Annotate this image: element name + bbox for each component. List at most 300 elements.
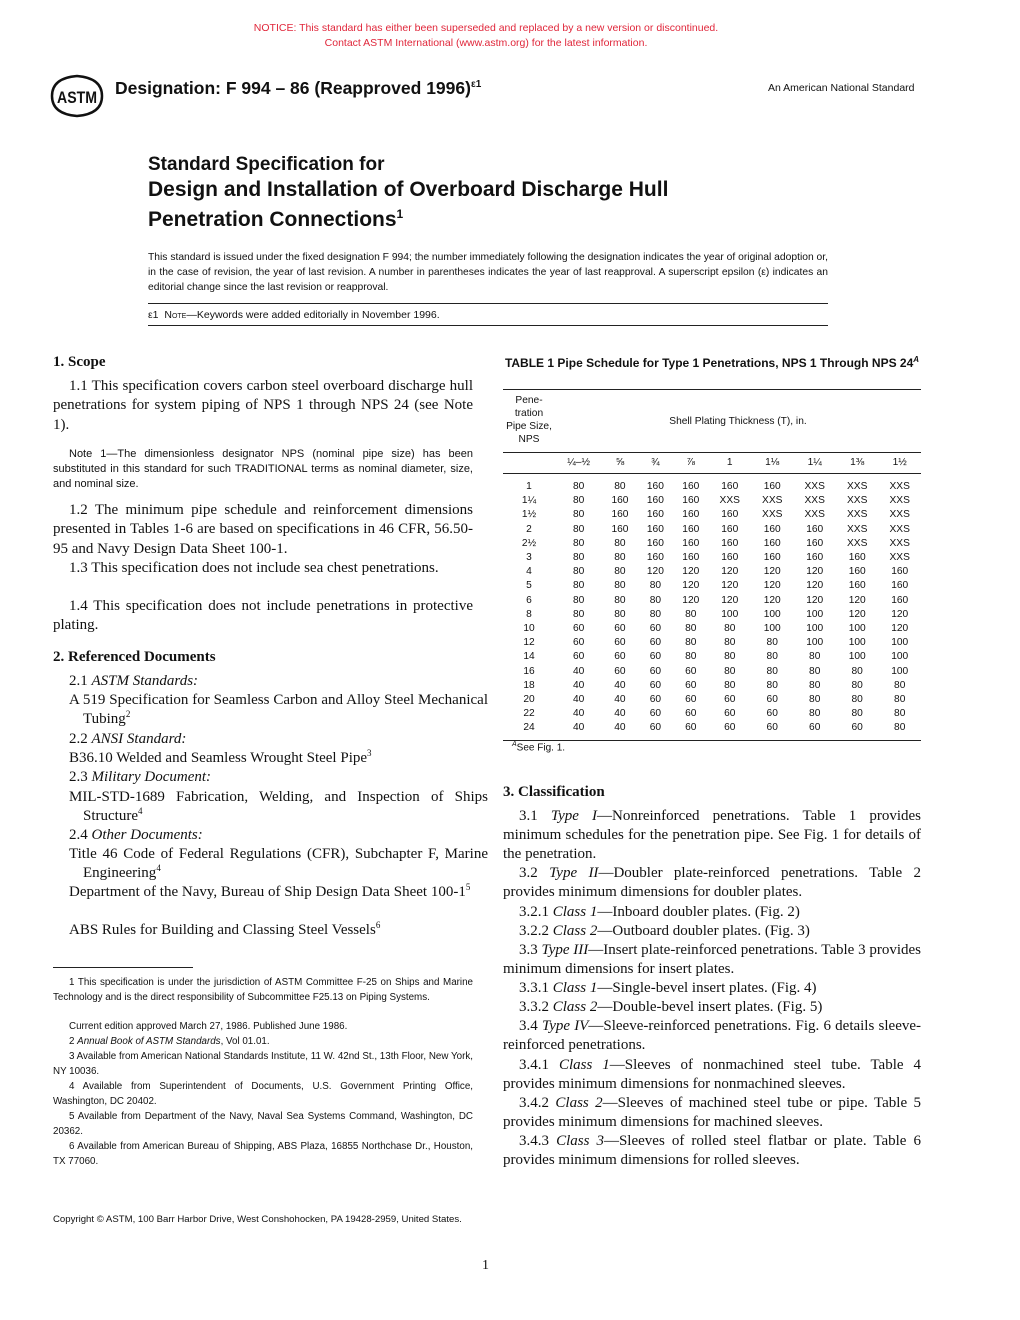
ref-navy [69,883,488,902]
schedule-cell: 80 [809,665,821,677]
schedule-cell: 80 [685,608,697,620]
footnote-2 [53,1035,473,1050]
para-3-2 [503,864,921,902]
schedule-cell: 80 [572,566,585,578]
schedule-cell: 120 [891,623,909,635]
para-type: Class 2 [552,999,598,1015]
schedule-cell: 100 [848,637,866,649]
schedule-cell: 40 [614,722,626,734]
title-line-3-text: Penetration Connections [148,208,397,231]
scope-heading: 1. Scope [53,354,106,370]
schedule-cell: 60 [649,623,662,635]
schedule-cell: 160 [682,523,700,535]
footnote-5: 5 Available from Department of the Navy, Naval Sea Systems Command, Washington, DC 20362. [53,1111,473,1137]
span-header-thickness: Shell Plating Thickness (T), in. [669,415,807,427]
para-text: —Double-bevel insert plates. (Fig. 5) [597,999,823,1015]
note-1: Note 1—The dimensionless designator NPS (nominal pipe size) has been substituted in this standard for such TRADITIONAL terms as nominal diameter, size, and nominal size. [53,448,473,491]
para-text: —Nonreinforced penetrations. Table 1 provides minimum schedules for the penetration pipe. See Fig. 1 for details of the penetration. [503,808,921,863]
schedule-cell: 60 [724,722,736,734]
schedule-cell: 60 [572,637,585,649]
schedule-cell: 80 [894,722,906,734]
astm-logo [50,74,104,118]
footnote-ref: 2 [125,709,131,720]
thickness-header-cell: ⅝ [602,453,637,474]
schedule-cell: 80 [724,679,736,691]
notice-line-2: Contact ASTM International (www.astm.org) for the latest information. [324,37,648,49]
schedule-cell: XXS [804,495,825,507]
column-header-nps [503,390,555,453]
table-row [503,537,921,551]
schedule-cell: XXS [762,495,783,507]
title-line-1: Standard Specification for [148,154,385,175]
schedule-cell: 80 [809,679,821,691]
schedule-cell: 120 [682,580,700,592]
title-footnote-ref: 1 [396,207,404,221]
nps-cell: 8 [526,608,532,620]
ref-cfr [69,845,488,884]
nps-cell: 16 [523,665,535,677]
schedule-cell: 160 [806,537,824,549]
schedule-cell: 80 [766,637,778,649]
nps-cell: 6 [526,594,532,606]
para-1-4: 1.4 This specification does not include penetrations in protective plating. [53,598,473,634]
thickness-header-cell: 1⅜ [836,453,878,474]
schedule-cell: 40 [572,679,585,691]
schedule-cell: 160 [763,537,781,549]
ref-text: Title 46 Code of Federal Regulations (CFR), Subchapter F, Marine Engineering [69,846,488,882]
para-text: —Outboard doubler plates. (Fig. 3) [597,923,810,939]
schedule-cell: 160 [891,580,909,592]
para-3-4-1 [503,1056,921,1094]
para-num: 3.4.2 [519,1095,556,1111]
table-caption-footnote-ref: A [913,355,920,364]
table-1 [503,389,921,741]
schedule-cell: 80 [851,679,863,691]
para-type: Class 2 [552,923,598,939]
schedule-cell: 160 [682,495,700,507]
schedule-cell: 120 [891,608,909,620]
schedule-cell: 160 [682,552,700,564]
schedule-cell: 80 [614,537,626,549]
schedule-cell: 80 [766,651,778,663]
schedule-cell: 80 [851,665,863,677]
schedule-cell: 160 [646,481,664,492]
footnote-rest: , Vol 01.01. [220,1036,270,1047]
note-label: Note [164,309,187,321]
col-header-line: tration [514,408,544,419]
issue-statement: This standard is issued under the fixed designation F 994; the number immediately following the designation indicates the year of original adoption or, in the case of revision, the year of last revision. A number in parentheses indicates the year of last reapproval. A superscript epsilon (ε) indicates an editorial change since the last revision or reapproval. [148,252,829,294]
thickness-header-cell: 1½ [878,453,921,474]
ref-text: A 519 Specification for Seamless Carbon and Alloy Steel Mechanical Tubing [69,692,488,728]
schedule-cell: XXS [804,509,825,521]
schedule-cell: 40 [614,679,626,691]
schedule-cell: 80 [851,694,863,706]
schedule-cell: XXS [847,481,868,492]
schedule-cell: 120 [721,580,739,592]
schedule-cell: 160 [646,523,664,535]
schedule-cell: 60 [614,665,626,677]
page-number: 1 [482,1258,489,1273]
schedule-cell: XXS [889,552,910,564]
schedule-cell: 160 [611,495,629,507]
schedule-cell: 80 [685,651,697,663]
schedule-cell: 120 [721,566,739,578]
schedule-cell: 60 [724,708,736,720]
schedule-cell: 160 [806,552,824,564]
table-row [503,679,921,693]
para-text: —Inboard doubler plates. (Fig. 2) [597,904,800,920]
schedule-cell: 100 [806,623,824,635]
schedule-cell: 100 [891,665,909,677]
schedule-cell: 80 [766,679,778,691]
footnote-ref: 4 [137,806,143,817]
schedule-cell: 100 [848,623,866,635]
para-text: —Insert plate-reinforced penetrations. Table 3 provides minimum dimensions for insert plates. [503,942,921,978]
designation-epsilon: ε1 [470,79,482,91]
schedule-cell: 60 [649,637,662,649]
schedule-cell: 100 [763,623,781,635]
schedule-cell: 120 [848,608,866,620]
ref-text: Department of the Navy, Bureau of Ship Design Data Sheet 100-1 [69,884,466,900]
divider [148,325,828,326]
schedule-cell: 60 [809,722,821,734]
para-num: 3.2.2 [519,923,553,939]
schedule-cell: 80 [572,608,585,620]
schedule-cell: XXS [889,537,910,549]
schedule-cell: 80 [894,694,906,706]
schedule-cell: 80 [614,566,626,578]
nps-cell: 2½ [521,537,537,549]
section-number: 2.2 [69,731,92,747]
schedule-cell: 80 [724,637,736,649]
schedule-cell: 60 [649,708,662,720]
section-2-2 [69,730,186,749]
schedule-cell: 80 [894,679,906,691]
para-num: 3.4.1 [519,1057,559,1073]
schedule-cell: 80 [809,651,821,663]
table-row [503,608,921,622]
section-number: 2.3 [69,769,92,785]
schedule-cell: 80 [649,608,662,620]
schedule-cell: 80 [572,580,585,592]
para-type: Class 3 [556,1133,604,1149]
schedule-cell: 60 [649,679,662,691]
nps-cell: 24 [523,722,535,734]
section-2-4 [69,826,203,845]
para-type: Class 2 [555,1095,603,1111]
nps-cell: 1 [526,481,532,492]
footnote-3: 3 Available from American National Standards Institute, 11 W. 42nd St., 13th Floor, New York, NY 10036. [53,1051,473,1077]
ref-text: MIL-STD-1689 Fabrication, Welding, and Inspection of Ships Structure [69,789,488,825]
schedule-cell: 60 [851,722,863,734]
footnote-1b: Current edition approved March 27, 1986. Published June 1986. [69,1021,348,1032]
schedule-cell: XXS [889,481,910,492]
para-3-2-1 [503,903,921,922]
classification-heading: 3. Classification [503,784,605,800]
designation-text: Designation: F 994 – 86 (Reapproved 1996) [115,78,471,98]
nps-cell: 18 [523,679,535,691]
para-3-4-2 [503,1094,921,1132]
table-row [503,665,921,679]
schedule-cell: 160 [763,523,781,535]
para-3-4 [503,1017,921,1055]
schedule-cell: 40 [572,665,585,677]
schedule-cell: 100 [891,637,909,649]
schedule-cell: 80 [809,694,821,706]
para-3-4-3 [503,1132,921,1170]
schedule-cell: XXS [889,495,910,507]
schedule-cell: 80 [649,594,662,606]
schedule-cell: 60 [614,651,626,663]
american-national-standard: An American National Standard [768,82,915,94]
para-num: 3.1 [519,808,551,824]
ref-text: B36.10 Welded and Seamless Wrought Steel Pipe [69,750,368,766]
title-line-2: Design and Installation of Overboard Discharge Hull [148,178,669,201]
schedule-cell: 80 [614,594,626,606]
nps-cell: 1½ [521,509,537,521]
ref-a519 [69,691,488,730]
para-num: 3.4 [519,1018,542,1034]
refdocs-heading: 2. Referenced Documents [53,649,216,665]
table-row [503,494,921,508]
schedule-cell: 160 [848,566,866,578]
section-title: Other Documents: [91,827,203,843]
schedule-cell: 40 [614,694,626,706]
schedule-cell: 160 [646,552,664,564]
schedule-cell: 80 [724,623,736,635]
schedule-cell: 80 [572,594,585,606]
schedule-cell: 120 [721,594,739,606]
schedule-cell: 80 [851,708,863,720]
para-type: Class 1 [552,904,598,920]
para-1-3: 1.3 This specification does not include sea chest penetrations. [69,560,439,576]
table-row [503,594,921,608]
schedule-cell: XXS [889,523,910,535]
thickness-blank [503,453,555,474]
thickness-header-cell: 1 [709,453,751,474]
schedule-cell: 120 [646,566,664,578]
footnote-divider [53,967,193,968]
schedule-cell: 60 [649,651,662,663]
schedule-cell: 120 [763,580,781,592]
schedule-cell: 60 [766,722,778,734]
schedule-cell: 160 [682,509,700,521]
schedule-cell: 120 [848,594,866,606]
schedule-cell: 60 [685,694,697,706]
nps-cell: 4 [526,566,532,578]
para-text: —Single-bevel insert plates. (Fig. 4) [597,980,817,996]
table-1-caption [503,352,921,371]
table-row [503,707,921,721]
schedule-cell: 80 [572,523,585,535]
schedule-cell: 80 [614,481,626,492]
ref-mil-std [69,788,488,827]
schedule-cell: 120 [763,566,781,578]
table-body [503,474,921,740]
schedule-cell: 100 [721,608,739,620]
para-num: 3.2.1 [519,904,553,920]
para-3-3 [503,941,921,979]
schedule-cell: 80 [685,623,697,635]
schedule-cell: 60 [649,694,662,706]
para-text: —Sleeve-reinforced penetrations. Fig. 6 details sleeve-reinforced penetrations. [503,1018,922,1054]
schedule-cell: 160 [891,566,909,578]
astm-logo-text: ASTM [57,88,97,107]
schedule-cell: 40 [572,694,585,706]
schedule-cell: 120 [763,594,781,606]
section-title: Military Document: [91,769,212,785]
thickness-header-cell: 1¼ [793,453,835,474]
schedule-cell: 60 [685,708,697,720]
schedule-cell: 160 [682,481,700,492]
footnote-6: 6 Available from American Bureau of Shipping, ABS Plaza, 16855 Northchase Dr., Houston, TX 77060. [53,1141,473,1167]
schedule-cell: 40 [572,708,585,720]
schedule-cell: 160 [721,481,739,492]
schedule-cell: 60 [572,623,585,635]
notice-banner [0,21,972,51]
epsilon-note [148,309,440,321]
schedule-cell: 80 [894,708,906,720]
para-text: —Sleeves of nonmachined steel tube. Table 4 provides minimum dimensions for nonmachined sleeves. [503,1057,921,1093]
copyright: Copyright © ASTM, 100 Barr Harbor Drive, West Conshohocken, PA 19428-2959, United States. [53,1214,462,1225]
schedule-cell: 80 [685,637,697,649]
schedule-cell: 100 [763,608,781,620]
schedule-cell: 60 [614,623,626,635]
para-1-1: 1.1 This specification covers carbon steel overboard discharge hull penetrations for system piping of NPS 1 through NPS 24 (see Note 1). [53,378,473,433]
schedule-cell: 80 [614,580,626,592]
para-type: Class 1 [552,980,598,996]
schedule-cell: 60 [685,722,697,734]
schedule-cell: 160 [891,594,909,606]
para-type: Type III [541,942,589,958]
section-number: 2.1 [69,673,92,689]
divider [148,303,828,304]
schedule-cell: 80 [724,665,736,677]
schedule-cell: 120 [806,580,824,592]
schedule-cell: 80 [572,537,585,549]
table-footnote-ref: A [512,741,517,748]
schedule-cell: 80 [766,665,778,677]
schedule-cell: 80 [572,481,585,492]
table-row [503,579,921,593]
schedule-cell: 100 [891,651,909,663]
schedule-cell: 160 [848,580,866,592]
schedule-cell: 160 [806,523,824,535]
schedule-cell: 160 [721,523,739,535]
table-row [503,693,921,707]
schedule-cell: 100 [848,651,866,663]
para-type: Class 1 [558,1057,610,1073]
schedule-cell: 80 [572,509,585,521]
thickness-header-cell: 1⅛ [751,453,793,474]
schedule-cell: 120 [806,594,824,606]
para-num: 3.3 [519,942,542,958]
footnote-ref: 5 [465,882,471,892]
schedule-cell: 160 [682,537,700,549]
nps-cell: 20 [523,694,535,706]
footnote-4: 4 Available from Superintendent of Documents, U.S. Government Printing Office, Washington, DC 20402. [53,1081,473,1107]
para-type: Type IV [541,1018,589,1034]
schedule-cell: 80 [572,552,585,564]
para-type: Type I [550,808,598,824]
table-row [503,474,921,495]
para-text: —Sleeves of machined steel tube or pipe. Table 5 provides minimum dimensions for machined sleeves. [503,1095,921,1131]
col-header-line: Pipe Size, [506,421,552,432]
para-1-2: 1.2 The minimum pipe schedule and reinforcement dimensions presented in Tables 1-6 are based on specifications in 46 CFR, 56.50-95 and Navy Design Data Sheet 100-1. [53,502,473,557]
footnote-ref: 4 [156,863,161,874]
section-number: 2.4 [69,827,92,843]
schedule-cell: XXS [762,509,783,521]
schedule-cell: 100 [806,637,824,649]
table-row [503,508,921,522]
para-num: 3.3.1 [519,980,553,996]
table-caption-text: TABLE 1 Pipe Schedule for Type 1 Penetrations, NPS 1 Through NPS 24 [504,356,914,370]
thickness-header-cell: ¾ [638,453,673,474]
schedule-cell: 160 [646,509,664,521]
para-num: 3.4.3 [519,1133,557,1149]
schedule-cell: XXS [719,495,740,507]
schedule-cell: 160 [611,523,629,535]
schedule-cell: XXS [847,523,868,535]
schedule-cell: 60 [685,665,697,677]
footnote-ref: 3 [367,748,372,758]
schedule-cell: 60 [724,694,736,706]
schedule-cell: 80 [614,552,626,564]
col-header-line: NPS [518,434,540,445]
schedule-cell: 60 [649,722,662,734]
para-3-3-1 [503,979,921,998]
schedule-cell: XXS [847,509,868,521]
schedule-cell: 60 [614,637,626,649]
nps-cell: 1¼ [521,495,537,507]
schedule-cell: 100 [806,608,824,620]
nps-cell: 5 [526,580,532,592]
footnote-title: Annual Book of ASTM Standards [77,1036,221,1047]
schedule-cell: 80 [572,495,585,507]
table-footnote-text: See Fig. 1. [516,742,566,754]
para-text: —Sleeves of rolled steel flatbar or plate. Table 6 provides minimum dimensions for rolled sleeves. [503,1133,922,1169]
ref-abs [69,921,488,940]
para-num: 3.2 [519,865,550,881]
section-2-3 [69,768,211,787]
ref-b36 [69,749,488,768]
nps-cell: 2 [526,523,532,535]
schedule-cell: 160 [611,509,629,521]
thickness-header-cell: ⅞ [673,453,708,474]
footnote-ref: 6 [375,920,381,930]
schedule-cell: XXS [804,481,825,492]
schedule-cell: XXS [889,509,910,521]
para-3-3-2 [503,998,921,1017]
schedule-cell: 80 [724,651,736,663]
col-header-line: Pene- [515,395,543,406]
table-row [503,622,921,636]
schedule-cell: 40 [614,708,626,720]
para-text: —Doubler plate-reinforced penetrations. Table 2 provides minimum dimensions for doubler plates. [503,865,922,901]
schedule-cell: 160 [721,552,739,564]
nps-cell: 22 [523,708,535,720]
nps-cell: 12 [523,637,535,649]
table-row [503,636,921,650]
ref-text: ABS Rules for Building and Classing Steel Vessels [69,922,376,938]
schedule-cell: 160 [848,552,866,564]
table-row [503,721,921,739]
schedule-cell: 120 [682,566,700,578]
thickness-header-cell: ¼–½ [555,453,602,474]
table-row [503,650,921,664]
nps-cell: 14 [523,651,535,663]
schedule-cell: 160 [646,495,664,507]
